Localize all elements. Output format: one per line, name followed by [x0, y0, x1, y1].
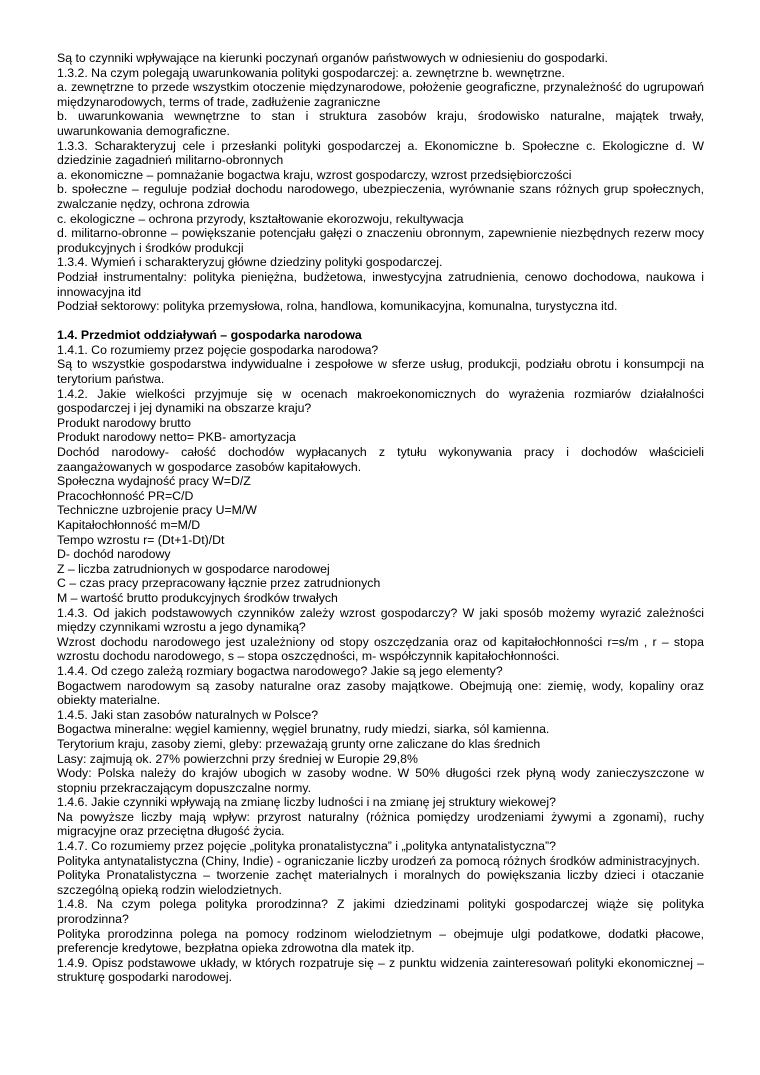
question-paragraph: 1.4.7. Co rozumiemy przez pojęcie „polityka pronatalistyczna” i „polityka antynatalistyczna”? [57, 839, 556, 854]
paragraph: c. ekologiczne – ochrona przyrody, kształtowanie ekorozwoju, rekultywacja [57, 211, 464, 226]
paragraph: d. militarno-obronne – powiększanie potencjału gałęzi o znaczeniu obronnym, zapewnienie niezbędnych rezerw mocy produkcyjnych i środków produkcji [57, 226, 704, 255]
question-paragraph: 1.4.5. Jaki stan zasobów naturalnych w Polsce? [57, 707, 319, 722]
definition-line: D- dochód narodowy [57, 547, 171, 562]
formula-line: Społeczna wydajność pracy W=D/Z [57, 474, 251, 489]
section-heading: 1.4. Przedmiot oddziaływań – gospodarka narodowa [57, 328, 362, 343]
paragraph: Terytorium kraju, zasoby ziemi, gleby: przeważają grunty orne zaliczane do klas średnich [57, 736, 541, 751]
formula-line: Tempo wzrostu r= (Dt+1-Dt)/Dt [57, 532, 225, 547]
question-paragraph: 1.4.8. Na czym polega polityka prorodzinna? Z jakimi dziedzinami polityki gospodarczej wiąże się polityka prorodzinna? [57, 897, 704, 927]
question-paragraph: 1.3.4. Wymień i scharakteryzuj główne dziedziny polityki gospodarczej. [57, 255, 443, 270]
formula-line: Kapitałochłonność m=M/D [57, 518, 201, 532]
question-paragraph: 1.4.2. Jakie wielkości przyjmuje się w ocenach makroekonomicznych do wyrażenia rozmiarów działalności gospodarczej i jej dynamiki na obszarze kraju? [57, 386, 704, 416]
question-paragraph: 1.4.6. Jakie czynniki wpływają na zmianę liczby ludności i na zmianę jej struktury wiekowej? [57, 795, 556, 810]
question-paragraph: 1.4.4. Od czego zależą rozmiary bogactwa narodowego? Jakie są jego elementy? [57, 663, 503, 678]
paragraph: a. ekonomiczne – pomnażanie bogactwa kraju, wzrost gospodarczy, wzrost przedsiębiorczości [57, 167, 572, 182]
paragraph: Polityka Pronatalistyczna – tworzenie zachęt materialnych i moralnych do powiększania liczby dzieci i otaczanie szczególną opieką rodzin wielodzietnych. [57, 868, 704, 897]
formula-line: Techniczne uzbrojenie pracy U=M/W [57, 503, 257, 518]
definition-line: C – czas pracy przepracowany łącznie przez zatrudnionych [57, 576, 381, 591]
paragraph: b. uwarunkowania wewnętrzne to stan i struktura zasobów kraju, środowisko naturalne, majątek trwały, uwarunkowania demograficzne. [57, 109, 704, 138]
paragraph: Są to wszystkie gospodarstwa indywidualne i zespołowe w sferze usług, produkcji, podziału obrotu i konsumpcji na terytorium państwa. [57, 357, 704, 387]
paragraph: a. zewnętrzne to przede wszystkim otoczenie międzynarodowe, położenie geograficzne, przynależność do ugrupowań międzynarodowych, terms of trade, zadłużenie zagraniczne [57, 80, 704, 109]
paragraph: b. społeczne – reguluje podział dochodu narodowego, ubezpieczenia, wyrównanie szans różnych grup społecznych, zwalczanie nędzy, ochrona zdrowia [57, 182, 704, 211]
paragraph: Na powyższe liczby mają wpływ: przyrost naturalny (różnica pomiędzy urodzeniami żywymi a zgonami), ruchy migracyjne oraz przeciętna długość życia. [57, 809, 704, 839]
question-paragraph: 1.3.2. Na czym polegają uwarunkowania polityki gospodarczej: a. zewnętrzne b. wewnętrzne. [57, 65, 565, 80]
paragraph: Wzrost dochodu narodowego jest uzależniony od stopy oszczędzania oraz od kapitałochłonności r=s/m , r – stopa wzrostu dochodu narodowego, s – stopa oszczędności, m- współczynnik kapitałochłonności. [57, 634, 704, 664]
paragraph: Produkt narodowy brutto [57, 415, 191, 430]
question-paragraph: 1.3.3. Scharakteryzuj cele i przesłanki polityki gospodarczej a. Ekonomiczne b. Społeczne c. Ekologiczne d. W dziedzinie zagadnień militarno-obronnych [57, 138, 704, 168]
paragraph: Bogactwa mineralne: węgiel kamienny, węgiel brunatny, rudy miedzi, siarka, sól kamienna. [57, 722, 550, 737]
paragraph: Dochód narodowy- całość dochodów wypłacanych z tytułu wykonywania pracy i dochodów właścicieli zaangażowanych w gospodarce zasobów kapitałowych. [57, 445, 704, 474]
formula-line: Pracochłonność PR=C/D [57, 488, 194, 503]
question-paragraph: 1.4.3. Od jakich podstawowych czynników zależy wzrost gospodarczy? W jaki sposób możemy wyrazić zależności między czynnikami wzrostu a jego dynamiką? [57, 605, 704, 635]
question-paragraph: 1.4.1. Co rozumiemy przez pojęcie gospodarka narodowa? [57, 342, 379, 357]
paragraph: Bogactwem narodowym są zasoby naturalne oraz zasoby majątkowe. Obejmują one: ziemię, wody, kopaliny oraz obiekty materialne. [57, 678, 704, 708]
paragraph: Lasy: zajmują ok. 27% powierzchni przy średniej w Europie 29,8% [57, 751, 418, 766]
definition-line: M – wartość brutto produkcyjnych środków trwałych [57, 590, 338, 605]
paragraph: Produkt narodowy netto= PKB- amortyzacja [57, 430, 296, 445]
paragraph: Polityka prorodzinna polega na pomocy rodzinom wielodzietnym – obejmuje ulgi podatkowe, dodatki płacowe, preferencje kredytowe, bezpłatna opieka zdrowotna dla matek itp. [57, 926, 704, 956]
paragraph: Polityka antynatalistyczna (Chiny, Indie) - ograniczanie liczby urodzeń za pomocą różnych środków administracyjnych. [57, 853, 700, 868]
paragraph-gap [57, 314, 704, 329]
paragraph: Wody: Polska należy do krajów ubogich w zasoby wodne. W 50% długości rzek płyną wody zanieczyszczone w stopniu przekraczającym dopuszczalne normy. [57, 766, 704, 795]
definition-line: Z – liczba zatrudnionych w gospodarce narodowej [57, 561, 330, 576]
paragraph: Podział sektorowy: polityka przemysłowa, rolna, handlowa, komunikacyjna, komunalna, turystyczna itd. [57, 299, 618, 314]
question-paragraph: 1.4.9. Opisz podstawowe układy, w których rozpatruje się – z punktu widzenia zainteresowań polityki ekonomicznej – strukturę gospodarki narodowej. [57, 955, 704, 985]
paragraph: Podział instrumentalny: polityka pieniężna, budżetowa, inwestycyjna zatrudnienia, cenowo dochodowa, naukowa i innowacyjna itd [57, 269, 704, 299]
paragraph: Są to czynniki wpływające na kierunki poczynań organów państwowych w odniesieniu do gospodarki. [57, 51, 608, 65]
